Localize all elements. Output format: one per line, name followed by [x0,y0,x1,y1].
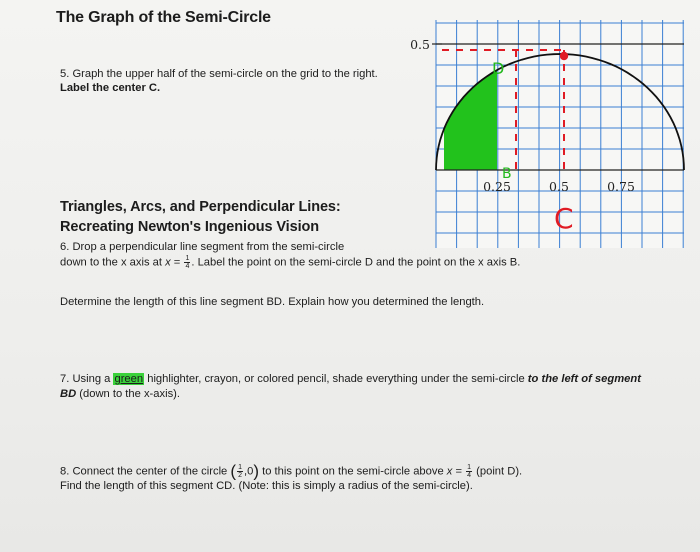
question-5 [60,67,390,95]
question-7 [60,372,660,401]
frac-num: 1 [238,464,242,471]
q8-text: 8. Connect the center of the circle [60,465,231,478]
q8-text-post: (point D). [473,465,523,478]
red-point-on-curve [560,52,568,60]
frac-num: 1 [467,464,472,471]
handwritten-d-label: D [492,59,505,78]
semicircle-grid-graph [392,20,692,252]
x-tick-label: 0.75 [607,179,635,194]
q7-bold-italic: to the left of segment BD [60,373,641,400]
q6-text-post: . Label the point on the semi-circle D and the point on the x axis B. [191,256,521,269]
question-6-line1: 6. Drop a perpendicular line segment from the semi-circle [60,241,345,253]
question-8-line1 [60,461,660,481]
handwritten-center-label: C [554,202,574,235]
question-6-line3: Determine the length of this line segment BD. Explain how you determined the length. [60,296,485,308]
q6-text: down to the x axis at [60,256,166,269]
q7-text-post: (down to the x-axis). [76,387,181,400]
question-5-text: 5. Graph the upper half of the semi-circle on the grid to the right. [60,68,378,80]
q8-point-rest: ,0 [243,465,254,478]
frac-den: 2 [238,472,242,479]
fraction-one-half [237,464,243,479]
q6-x-var: x [165,256,171,269]
question-6-line2 [60,255,620,270]
question-6 [60,240,620,270]
section-title-line2: Recreating Newton's Ingenious Vision [60,219,320,235]
q8-x-var: x [446,465,453,478]
paren-open: ( [230,461,237,481]
question-8 [60,461,660,494]
q7-text-mid: highlighter, crayon, or colored pencil, shade everything under the semi-circle [144,373,528,385]
handwritten-b-label: B [502,166,512,182]
q7-text: 7. Using a [60,373,114,385]
q8-text-mid: to this point on the semi-circle above [259,465,447,478]
q7-green-highlight: green [114,373,144,385]
section-title [60,197,341,237]
frac-num: 1 [185,255,190,262]
fraction-one-fourth [184,255,190,270]
page-title: The Graph of the Semi-Circle [56,9,271,26]
x-tick-label: 0.25 [483,179,511,194]
question-8-line2: Find the length of this segment CD. (Note: this is simply a radius of the semi-circle). [60,480,473,493]
paren-close: ) [253,461,259,481]
frac-den: 4 [185,263,190,270]
fraction-one-fourth [466,464,472,479]
y-tick-label: 0.5 [410,37,430,52]
section-title-line1: Triangles, Arcs, and Perpendicular Lines: [60,199,341,215]
frac-den: 4 [467,472,472,479]
q6-eq: = [170,256,184,269]
x-tick-label: 0.5 [549,179,569,194]
q8-eq: = [452,465,466,478]
question-5-bold: Label the center C. [60,82,161,94]
